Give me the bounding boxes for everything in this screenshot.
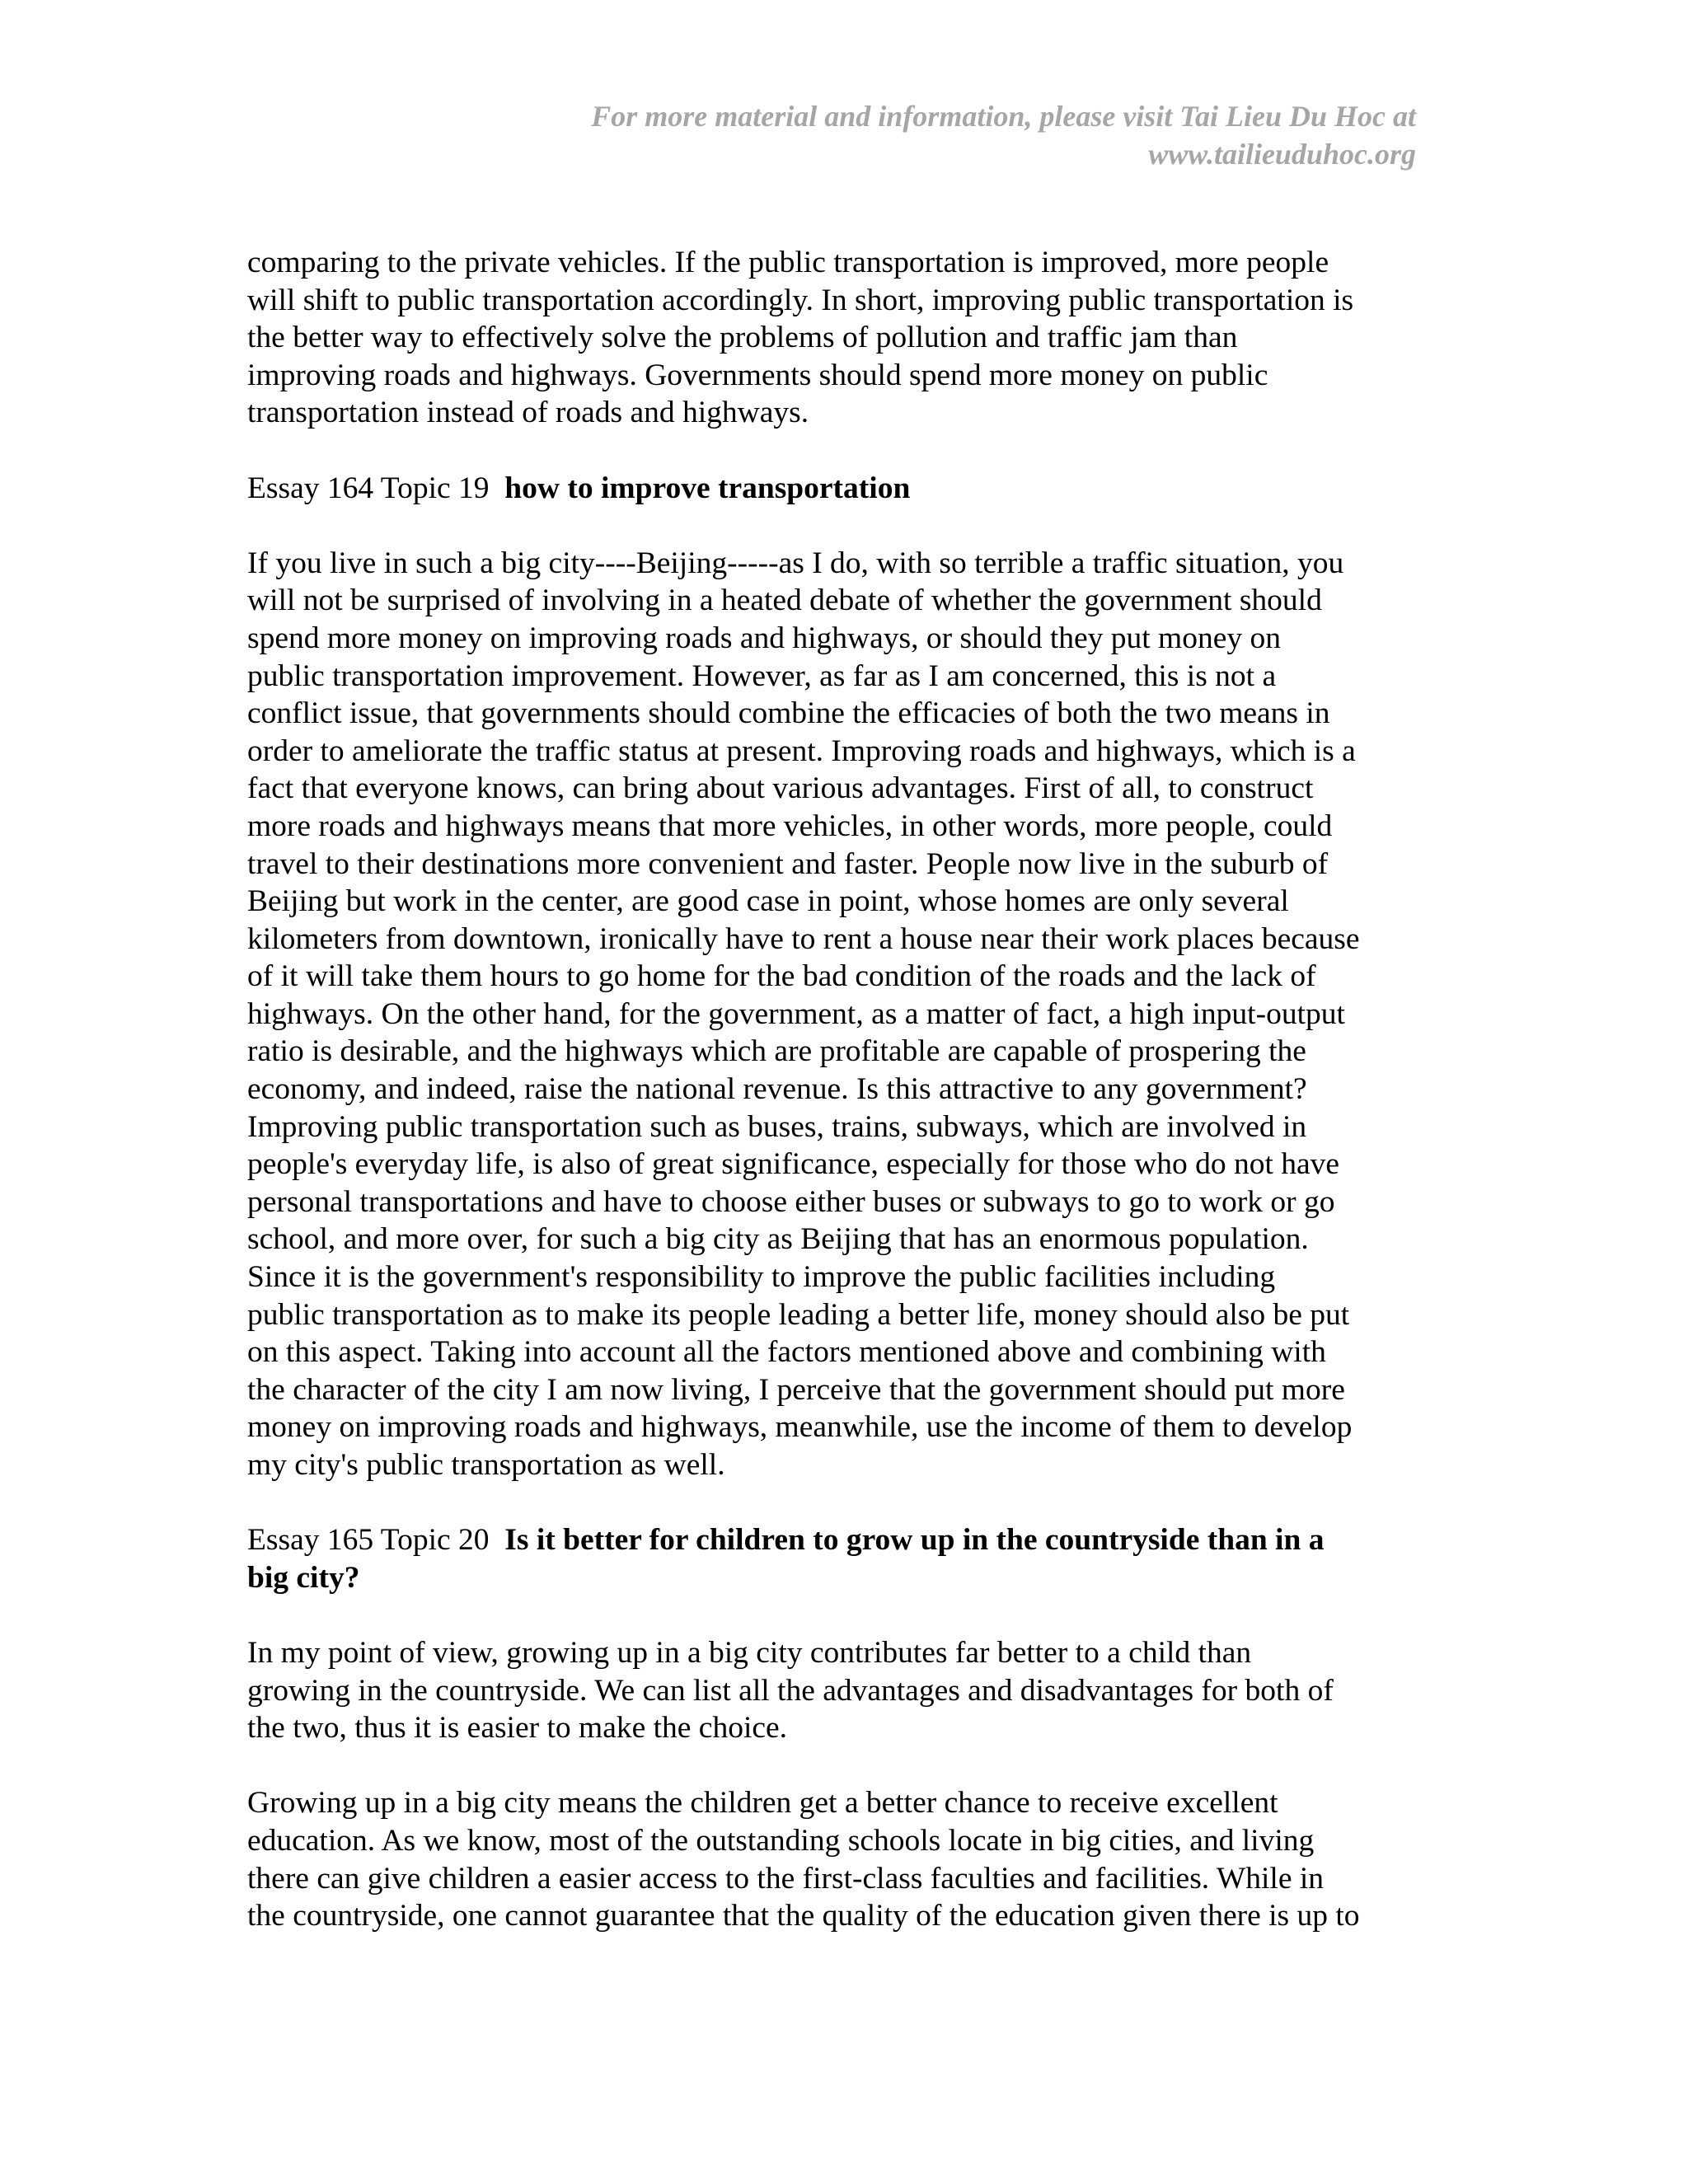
- paragraph-spacer: [247, 1747, 1442, 1785]
- paragraph-2: [247, 545, 1442, 1484]
- essay-164-topic: how to improve transportation: [504, 471, 911, 505]
- essay-165-topic-continued: big city?: [247, 1560, 360, 1595]
- text-line: the character of the city I am now living, I perceive that the government should put more: [247, 1372, 1345, 1407]
- paragraph-spacer: [247, 1484, 1442, 1522]
- paragraph-spacer: [247, 432, 1442, 470]
- text-line: on this aspect. Taking into account all the factors mentioned above and combining with: [247, 1335, 1326, 1370]
- text-line: of it will take them hours to go home for the bad condition of the roads and the lack of: [247, 959, 1316, 994]
- paragraph-1: [247, 244, 1442, 432]
- essay-165-label: Essay 165 Topic 20: [247, 1523, 490, 1558]
- text-line: money on improving roads and highways, meanwhile, use the income of them to develop: [247, 1410, 1353, 1445]
- text-line: highways. On the other hand, for the government, as a matter of fact, a high input-output: [247, 996, 1345, 1031]
- paragraph-4: [247, 1784, 1442, 1934]
- text-line: spend more money on improving roads and highways, or should they put money on: [247, 621, 1281, 655]
- text-line: my city's public transportation as well.: [247, 1448, 725, 1482]
- document-body: [247, 244, 1442, 1935]
- text-line: Beijing but work in the center, are good case in point, whose homes are only several: [247, 884, 1289, 919]
- text-line: travel to their destinations more convenient and faster. People now live in the suburb of: [247, 846, 1329, 881]
- text-line: fact that everyone knows, can bring about various advantages. First of all, to construct: [247, 771, 1314, 806]
- essay-165-heading: [247, 1521, 1442, 1596]
- header-line-1: For more material and information, please visit Tai Lieu Du Hoc at: [591, 100, 1416, 133]
- paragraph-spacer: [247, 1596, 1442, 1634]
- essay-164-label: Essay 164 Topic 19: [247, 471, 490, 505]
- essay-165-topic: Is it better for children to grow up in the countryside than in a: [504, 1523, 1325, 1558]
- text-line: comparing to the private vehicles. If the public transportation is improved, more people: [247, 246, 1329, 279]
- text-line: Since it is the government's responsibility to improve the public facilities including: [247, 1260, 1276, 1295]
- text-line: people's everyday life, is also of great significance, especially for those who do not have: [247, 1147, 1340, 1182]
- text-line: personal transportations and have to choose either buses or subways to go to work or go: [247, 1184, 1335, 1219]
- text-line: more roads and highways means that more vehicles, in other words, more people, could: [247, 808, 1333, 843]
- paragraph-spacer: [247, 507, 1442, 545]
- page-header: [427, 97, 1416, 173]
- text-line: there can give children a easier access to the first-class faculties and facilities. While in: [247, 1861, 1325, 1896]
- text-line: economy, and indeed, raise the national revenue. Is this attractive to any government?: [247, 1072, 1307, 1107]
- paragraph-3: [247, 1634, 1442, 1747]
- header-url: www.tailieuduhoc.org: [1148, 138, 1416, 171]
- text-line: conflict issue, that governments should combine the efficacies of both the two means in: [247, 696, 1330, 731]
- text-line: order to ameliorate the traffic status at present. Improving roads and highways, which is a: [247, 733, 1356, 768]
- text-line: will shift to public transportation accordingly. In short, improving public transportation is: [247, 283, 1354, 317]
- text-line: Growing up in a big city means the children get a better chance to receive excellent: [247, 1786, 1278, 1821]
- text-line: the better way to effectively solve the problems of pollution and traffic jam than: [247, 321, 1238, 355]
- text-line: the countryside, one cannot guarantee that the quality of the education given there is up to: [247, 1899, 1360, 1933]
- text-line: If you live in such a big city----Beijing-----as I do, with so terrible a traffic situation, you: [247, 546, 1344, 580]
- text-line: public transportation as to make its people leading a better life, money should also be put: [247, 1297, 1350, 1332]
- text-line: transportation instead of roads and highways.: [247, 396, 809, 430]
- text-line: education. As we know, most of the outstanding schools locate in big cities, and living: [247, 1823, 1315, 1858]
- text-line: the two, thus it is easier to make the choice.: [247, 1711, 788, 1746]
- text-line: improving roads and highways. Governments should spend more money on public: [247, 358, 1268, 392]
- text-line: Improving public transportation such as buses, trains, subways, which are involved in: [247, 1109, 1307, 1144]
- text-line: public transportation improvement. However, as far as I am concerned, this is not a: [247, 658, 1277, 693]
- text-line: In my point of view, growing up in a big city contributes far better to a child than: [247, 1635, 1252, 1670]
- text-line: ratio is desirable, and the highways which are profitable are capable of prospering the: [247, 1034, 1306, 1069]
- essay-164-heading: [247, 470, 1442, 508]
- text-line: growing in the countryside. We can list all the advantages and disadvantages for both of: [247, 1673, 1334, 1708]
- text-line: will not be surprised of involving in a heated debate of whether the government should: [247, 583, 1322, 618]
- text-line: kilometers from downtown, ironically have to rent a house near their work places because: [247, 921, 1360, 956]
- text-line: school, and more over, for such a big city as Beijing that has an enormous population.: [247, 1222, 1309, 1257]
